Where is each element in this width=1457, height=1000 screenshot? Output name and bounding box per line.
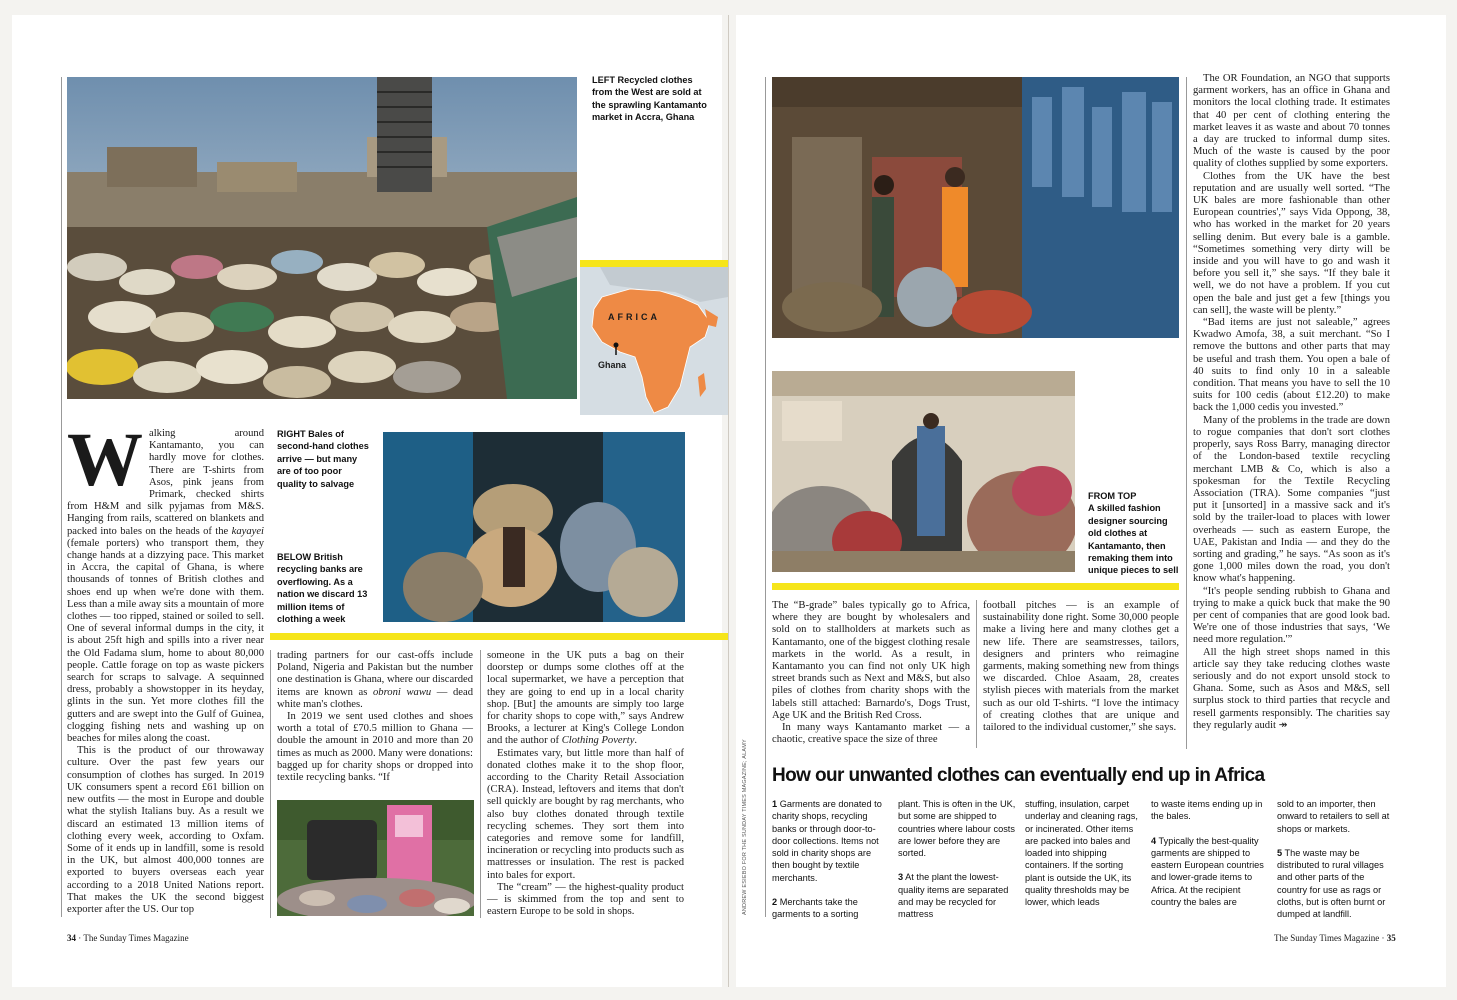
folio-left: 34 · The Sunday Times Magazine bbox=[67, 933, 189, 943]
rule-right-left bbox=[765, 77, 766, 917]
map-label-africa: AFRICA bbox=[608, 312, 660, 322]
spine bbox=[728, 15, 729, 987]
body-col-3: someone in the UK puts a bag on their doorstep or dumps some clothes off at the local supermarket, we have a perception that they are going to end up in a local charity shop. [But] the amounts are simply too large for charity shops to cope with,” says Andrew Brooks, a lecturer at King's College London and the author of Clothing Poverty. Estimates vary, but little more than half of donated clothes make it to the shop floor, according to the Charity Retail Association (CRA). Instead, leftovers and items that don't sell quickly are bought by rag merchants, who also buy clothes donated through textile recycling schemes. They sort them into categories and remove some for landfill, incineration or recycling into products such as mattresses or insulation. The rest is packed into bales for export. The “cream” — the highest-quality product — is skimmed from the top and sent to eastern Europe to be sold in shops. bbox=[487, 650, 684, 918]
map-label-ghana: Ghana bbox=[598, 360, 627, 370]
yellow-rule-right bbox=[772, 583, 1179, 590]
yellow-rule-map bbox=[580, 260, 728, 267]
body-col-1: Walking around Kantamanto, you can hardly move for clothes. There are T-shirts from Asos, pink jeans from Primark, checked shirts from H&M and silk pyjamas from M&S. Hanging from rails, scattered on blankets and packed into bales on the heads of the kayayei (female porters) who transport them, they change hands at a dizzying pace. This market in Accra, the capital of Ghana, is where thousands of tonnes of British clothes and shoes end up when we're done with them. Less than a mile away sits a mountain of more clothes — too ripped, stained or soiled to sell. One of several informal dumps in the city, it is about 25ft high and spills into a river near the Old Fadama slum, home to about 80,000 people. Cattle forage on top as waste pickers search for scraps to salvage. A sequinned dress, probably a showstopper in its heyday, glints in the sun. Yet more clothes fill the gutters and are swept into the Gulf of Guinea, clogging fishing nets and washing up on beaches for miles along the coast. This is the product of our throwaway culture. Over the past few years our consumption of clothes has surged. In 2019 UK consumers spent a record £61 billion on new outfits — the most in Europe and double what the stylish Italians buy. As a result we discard an estimated 13 million items of clothing every week, according to Oxfam. Some of it ends up in landfill, some is resold in the UK, but almost 400,000 tonnes are exported to buyers overseas each year according to a 2018 United Nations report. That makes the UK the second biggest exporter after the US. Our top bbox=[67, 418, 264, 915]
drop-cap: W bbox=[67, 418, 143, 502]
rule-left-col bbox=[61, 77, 62, 917]
designer-photo-top bbox=[772, 77, 1179, 338]
recycling-bank-photo bbox=[277, 800, 474, 916]
info-col-4: to waste items ending up in the bales. 4 Typically the best-quality garments are shipped to eastern European countries and lower-grade items to Africa. At the recipient country the bales are bbox=[1151, 799, 1264, 908]
designer-photo-bottom bbox=[772, 371, 1075, 572]
rule-r-col3 bbox=[1186, 77, 1187, 749]
info-col-3: stuffing, insulation, carpet underlay and cleaning rags, or incinerated. Other items are packed into bales and loaded into shipping containers. If the sorting plant is outside the UK, its quality thresholds may be lower, which leads bbox=[1025, 799, 1138, 908]
caption-from-top: FROM TOP A skilled fashion designer sourcing old clothes at Kantamanto, then remaking them into unique pieces to sell bbox=[1088, 491, 1179, 576]
body-col-r1: The “B-grade” bales typically go to Africa, where they are bought by wholesalers and sold on to stallholders at markets such as Kantamanto, one of the biggest clothing resale markets in the world. As a result, in Kantamanto you can find not only UK high street brands such as Next and M&S, but also piles of clothes from charity shops with the labels still attached: Barnardo's, Dogs Trust, Age UK and the British Red Cross. In many ways Kantamanto market — a chaotic, creative space the size of three bbox=[772, 600, 970, 746]
photo-credit: ANDREW ESIEBO FOR THE SUNDAY TIMES MAGAZINE; ALAMY bbox=[742, 739, 748, 915]
body-col-2: trading partners for our cast-offs include Poland, Nigeria and Pakistan but the number one destination is Ghana, where our discarded items are known as obroni wawu — dead white man's clothes. In 2019 we sent used clothes and shoes worth a total of £70.5 million to Ghana — double the amount in 2010 and more than 20 times as much as 2000. Many were donations: bagged up for charity shops or dropped into textile recycling banks. “If bbox=[277, 650, 473, 784]
info-col-1: 1 Garments are donated to charity shops, recycling banks or through door-to-door collections. Items not sold in charity shops are then bought by textile merchants. 2 Merchants take the garments to a sorting bbox=[772, 799, 882, 920]
rule-col2 bbox=[270, 650, 271, 918]
market-photo bbox=[67, 77, 577, 399]
info-col-5: sold to an importer, then onward to retailers to sell at shops or markets. 5 The waste may be distributed to rural villages and other parts of the country for use as rags or cloths, but is often burnt or dumped at landfill. bbox=[1277, 799, 1390, 920]
rule-col3 bbox=[480, 650, 481, 918]
yellow-rule-left bbox=[270, 633, 728, 640]
caption-right: RIGHT Bales of second-hand clothes arrive — but many are of too poor quality to salvage bbox=[277, 429, 369, 489]
africa-map bbox=[580, 267, 728, 415]
caption-below: BELOW British recycling banks are overflowing. As a nation we discard 13 million items of clothing a week bbox=[277, 552, 368, 625]
rule-r-col2 bbox=[976, 600, 977, 748]
body-col-r2: football pitches — is an example of sustainability done right. Some 30,000 people make a living here and many clothes get a new life. There are seamstresses, tailors, designers and printers who reimagine garments, making something new from things we discarded. Chloe Asaam, 28, creates stylish pieces with materials from the market such as our old T-shirts. “I love the intimacy of creating clothes that are unique and tailored to the individual customer,” she says. bbox=[983, 600, 1179, 734]
folio-right: The Sunday Times Magazine · 35 bbox=[1274, 933, 1396, 943]
infographic-title: How our unwanted clothes can eventually end up in Africa bbox=[772, 765, 1265, 786]
info-col-2: plant. This is often in the UK, but some are shipped to countries where labour costs are lower before they are sorted. 3 At the plant the lowest-quality items are separated and may be recycled for mattress bbox=[898, 799, 1016, 920]
caption-left: LEFT Recycled clothes from the West are sold at the sprawling Kantamanto market in Accra, Ghana bbox=[592, 75, 707, 123]
body-col-r3: The OR Foundation, an NGO that supports garment workers, has an office in Ghana and monitors the local clothing trade. It estimates that 40 per cent of clothing entering the market leaves it as waste and about 70 tonnes a day are trucked to informal dump sites. Much of the waste is caused by the poor quality of clothes supplied by some exporters. Clothes from the UK have the best reputation and are usually well sorted. “The UK bales are more fashionable than other European countries',” says Vida Oppong, 38, who has worked in the market for 20 years selling denim. But every bale is a gamble. “Sometimes something very dirty will be inside and you will have to go and wash it before you sell it,” she says. “If they bale it well, we do not have a problem. If you cut open the bale and just get a few [things you can sell], the waste will be plenty.” “Bad items are just not saleable,” agrees Kwadwo Amofa, 38, a suit merchant. “So I remove the buttons and other parts that may be useful and trash them. You open a bale of 40 suits to find only 10 in a saleable condition. That means you have to sell the 10 suits for 100 cedis (about £12.20) to make back the 1,000 cedis you invested.” Many of the problems in the trade are down to rogue companies that don't sort clothes properly, says Ross Barry, managing director of the London-based textile recycling merchant LMB & Co, which is also a spokesman for the Textile Recycling Association (TRA). Some companies “just put it [unsorted] in a massive sack and it's sold by the trailer-load to places with lower overheads — such as eastern Europe, the UAE, Pakistan and India — and they do the sorting and grading,” he says. “As soon as it's gone 1,000 miles down the road, you don't know what's happening. “It's people sending rubbish to Ghana and trying to make a quick buck that make the 90 per cent of companies that are good look bad. We're one of those industries that says, ‘We need more regulation.'” All the high street shops named in this article say they take reducing clothes waste seriously and do not export unsold stock to Ghana. Some, such as Asos and M&S, sell surplus stock to third parties that recycle and resell garments responsibly. The charities say they regularly audit ↠ bbox=[1193, 73, 1390, 731]
porter-photo bbox=[383, 432, 685, 622]
